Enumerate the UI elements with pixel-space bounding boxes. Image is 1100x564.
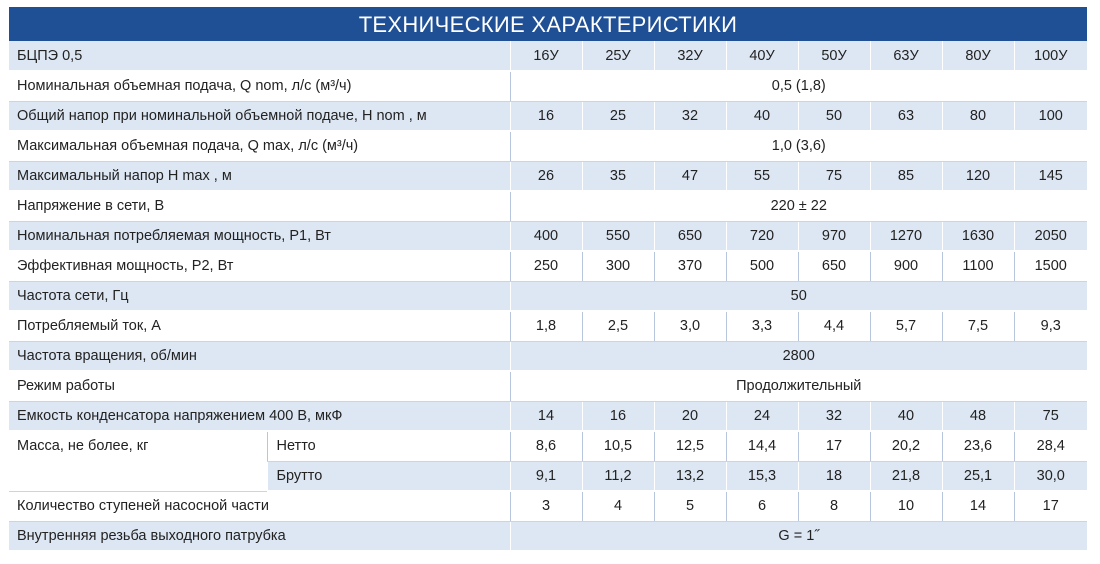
cell: 370 [654, 251, 726, 281]
row-label: Напряжение в сети, В [9, 191, 510, 221]
table-row [9, 521, 1087, 551]
table-row [9, 41, 1087, 71]
cell: 500 [726, 251, 798, 281]
cell: 550 [582, 221, 654, 251]
table-row [9, 431, 1087, 461]
model-header: 100У [1014, 41, 1087, 71]
cell: 48 [942, 401, 1014, 431]
cell: 80 [942, 101, 1014, 131]
row-value: 220 ± 22 [510, 191, 1087, 221]
table-row [9, 191, 1087, 221]
cell: 14,4 [726, 431, 798, 461]
model-header: 40У [726, 41, 798, 71]
cell: 24 [726, 401, 798, 431]
cell: 75 [798, 161, 870, 191]
model-label: БЦПЭ 0,5 [9, 41, 510, 71]
cell: 250 [510, 251, 582, 281]
cell: 2,5 [582, 311, 654, 341]
cell: 1270 [870, 221, 942, 251]
cell: 17 [1014, 491, 1087, 521]
cell: 14 [942, 491, 1014, 521]
cell: 11,2 [582, 461, 654, 491]
cell: 3,0 [654, 311, 726, 341]
cell: 40 [726, 101, 798, 131]
cell: 120 [942, 161, 1014, 191]
cell: 145 [1014, 161, 1087, 191]
sub-label-gross: Брутто [267, 461, 510, 491]
row-label: Общий напор при номинальной объемной подаче, H nom , м [9, 101, 510, 131]
row-label: Частота вращения, об/мин [9, 341, 510, 371]
cell: 1,8 [510, 311, 582, 341]
table-row [9, 401, 1087, 431]
model-header: 25У [582, 41, 654, 71]
cell: 7,5 [942, 311, 1014, 341]
cell: 63 [870, 101, 942, 131]
row-label: Номинальная потребляемая мощность, Р1, Вт [9, 221, 510, 251]
cell: 13,2 [654, 461, 726, 491]
cell: 50 [798, 101, 870, 131]
cell: 55 [726, 161, 798, 191]
cell: 12,5 [654, 431, 726, 461]
model-header: 32У [654, 41, 726, 71]
cell: 2050 [1014, 221, 1087, 251]
cell: 16 [510, 101, 582, 131]
cell: 15,3 [726, 461, 798, 491]
cell: 20,2 [870, 431, 942, 461]
row-label: Частота сети, Гц [9, 281, 510, 311]
cell: 650 [654, 221, 726, 251]
row-label: Емкость конденсатора напряжением 400 В, мкФ [9, 401, 510, 431]
cell: 1630 [942, 221, 1014, 251]
table-title: ТЕХНИЧЕСКИЕ ХАРАКТЕРИСТИКИ [9, 7, 1087, 41]
cell: 10,5 [582, 431, 654, 461]
cell: 18 [798, 461, 870, 491]
cell: 8 [798, 491, 870, 521]
cell: 100 [1014, 101, 1087, 131]
row-label: Эффективная мощность, Р2, Вт [9, 251, 510, 281]
row-value: 50 [510, 281, 1087, 311]
table-row [9, 281, 1087, 311]
row-label: Максимальная объемная подача, Q max, л/с (м³/ч) [9, 131, 510, 161]
cell: 650 [798, 251, 870, 281]
cell: 900 [870, 251, 942, 281]
cell: 6 [726, 491, 798, 521]
cell: 720 [726, 221, 798, 251]
spec-sheet [9, 7, 1087, 552]
model-header: 63У [870, 41, 942, 71]
cell: 1500 [1014, 251, 1087, 281]
cell: 75 [1014, 401, 1087, 431]
table-row [9, 491, 1087, 521]
cell: 25 [582, 101, 654, 131]
cell: 35 [582, 161, 654, 191]
cell: 970 [798, 221, 870, 251]
cell: 30,0 [1014, 461, 1087, 491]
cell: 3 [510, 491, 582, 521]
row-label: Потребляемый ток, А [9, 311, 510, 341]
cell: 40 [870, 401, 942, 431]
table-row [9, 131, 1087, 161]
cell: 5,7 [870, 311, 942, 341]
row-value: G = 1˝ [510, 521, 1087, 551]
table-row [9, 101, 1087, 131]
cell: 23,6 [942, 431, 1014, 461]
model-header: 50У [798, 41, 870, 71]
row-value: 2800 [510, 341, 1087, 371]
cell: 300 [582, 251, 654, 281]
table-row [9, 311, 1087, 341]
cell: 10 [870, 491, 942, 521]
cell: 3,3 [726, 311, 798, 341]
row-label: Режим работы [9, 371, 510, 401]
cell: 85 [870, 161, 942, 191]
row-value: 0,5 (1,8) [510, 71, 1087, 101]
row-label: Номинальная объемная подача, Q nom, л/с (м³/ч) [9, 71, 510, 101]
cell: 47 [654, 161, 726, 191]
cell: 9,1 [510, 461, 582, 491]
model-header: 16У [510, 41, 582, 71]
cell: 16 [582, 401, 654, 431]
cell: 9,3 [1014, 311, 1087, 341]
spec-table [9, 41, 1087, 552]
cell: 32 [798, 401, 870, 431]
row-label: Количество ступеней насосной части [9, 491, 510, 521]
table-row [9, 251, 1087, 281]
cell: 14 [510, 401, 582, 431]
cell: 1100 [942, 251, 1014, 281]
cell: 4 [582, 491, 654, 521]
row-label: Максимальный напор H max , м [9, 161, 510, 191]
cell: 32 [654, 101, 726, 131]
cell: 17 [798, 431, 870, 461]
table-row [9, 71, 1087, 101]
table-row [9, 161, 1087, 191]
cell: 21,8 [870, 461, 942, 491]
row-label: Масса, не более, кг [9, 431, 267, 491]
model-header: 80У [942, 41, 1014, 71]
row-label: Внутренняя резьба выходного патрубка [9, 521, 510, 551]
cell: 26 [510, 161, 582, 191]
cell: 20 [654, 401, 726, 431]
sub-label-net: Нетто [267, 431, 510, 461]
table-row [9, 341, 1087, 371]
cell: 4,4 [798, 311, 870, 341]
cell: 25,1 [942, 461, 1014, 491]
table-row [9, 221, 1087, 251]
cell: 28,4 [1014, 431, 1087, 461]
cell: 5 [654, 491, 726, 521]
row-value: 1,0 (3,6) [510, 131, 1087, 161]
row-value: Продолжительный [510, 371, 1087, 401]
cell: 400 [510, 221, 582, 251]
table-row [9, 371, 1087, 401]
cell: 8,6 [510, 431, 582, 461]
